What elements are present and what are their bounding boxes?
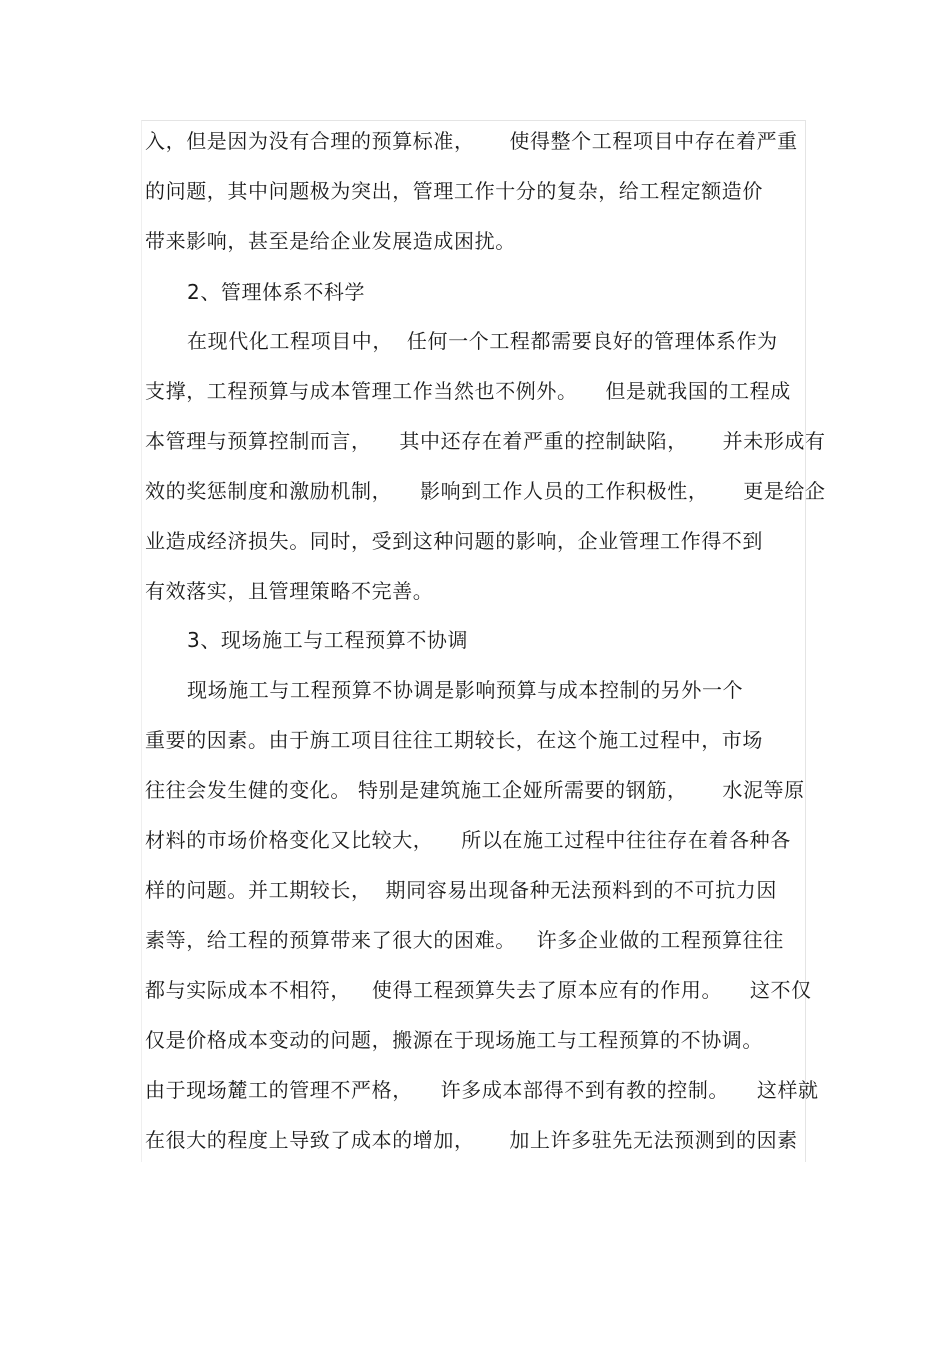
text-line: 支撑，工程预算与成本管理工作当然也不例外。 但是就我国的工程成 <box>145 379 791 403</box>
text-line: 本管理与预算控制而言， 其中还存在着严重的控制缺陷， 并未形成有 <box>145 429 826 453</box>
text-line: 在很大的程度上导致了成本的增加， 加上许多驻先无法预测到的因素 <box>145 1128 798 1152</box>
text-line: 样的问题。并工期较长， 期同容易出现备种无法预料到的不可抗力因 <box>145 878 777 902</box>
text-line: 材料的市场价格变化又比较大， 所以在施工过程中往往存在着各种各 <box>145 828 791 852</box>
text-line: 都与实际成本不相符， 使得工程颈算失去了原本应有的作用。 这不仅 <box>145 978 812 1002</box>
text-line: 在现代化工程项目中， 任何一个工程都需要良好的管理体系作为 <box>187 329 778 353</box>
text-line: 有效落实，且管理策略不完善。 <box>145 579 434 603</box>
text-line: 往往会发生健的变化。 特别是建筑施工企娅所需要的钢筋， 水泥等原 <box>145 778 805 802</box>
section-heading: 2、管理体系不科学 <box>187 280 366 304</box>
text-line: 由于现场麓工的管理不严格， 许多成本部得不到有教的控制。 这样就 <box>145 1078 819 1102</box>
text-line: 素等，给工程的预算带来了很大的困难。 许多企业做的工程预算往往 <box>145 928 784 952</box>
text-line: 带来影响，甚至是给企业发展造成困扰。 <box>145 229 516 253</box>
text-line: 仅是价格成本变动的问题，搬源在于现场施工与工程预算的不协调。 <box>145 1028 763 1052</box>
text-line: 业造成经济损失。同时，受到这种问题的影响，企业管理工作得不到 <box>145 529 763 553</box>
section-heading: 3、现场施工与工程预算不协调 <box>187 628 469 652</box>
text-line: 重要的因素。由于旃工项目往往工期较长，在这个施工过程中，市场 <box>145 728 763 752</box>
text-line: 入，但是因为没有合理的预算标准， 使得整个工程项目中存在着严重 <box>145 129 798 153</box>
text-line: 的问题，其中问题极为突出，管理工作十分的复杂，给工程定额造价 <box>145 179 763 203</box>
text-line: 效的奖惩制度和激励机制， 影响到工作人员的工作积极性， 更是给企 <box>145 479 826 503</box>
text-line: 现场施工与工程预算不协调是影响预算与成本控制的另外一个 <box>187 678 744 702</box>
